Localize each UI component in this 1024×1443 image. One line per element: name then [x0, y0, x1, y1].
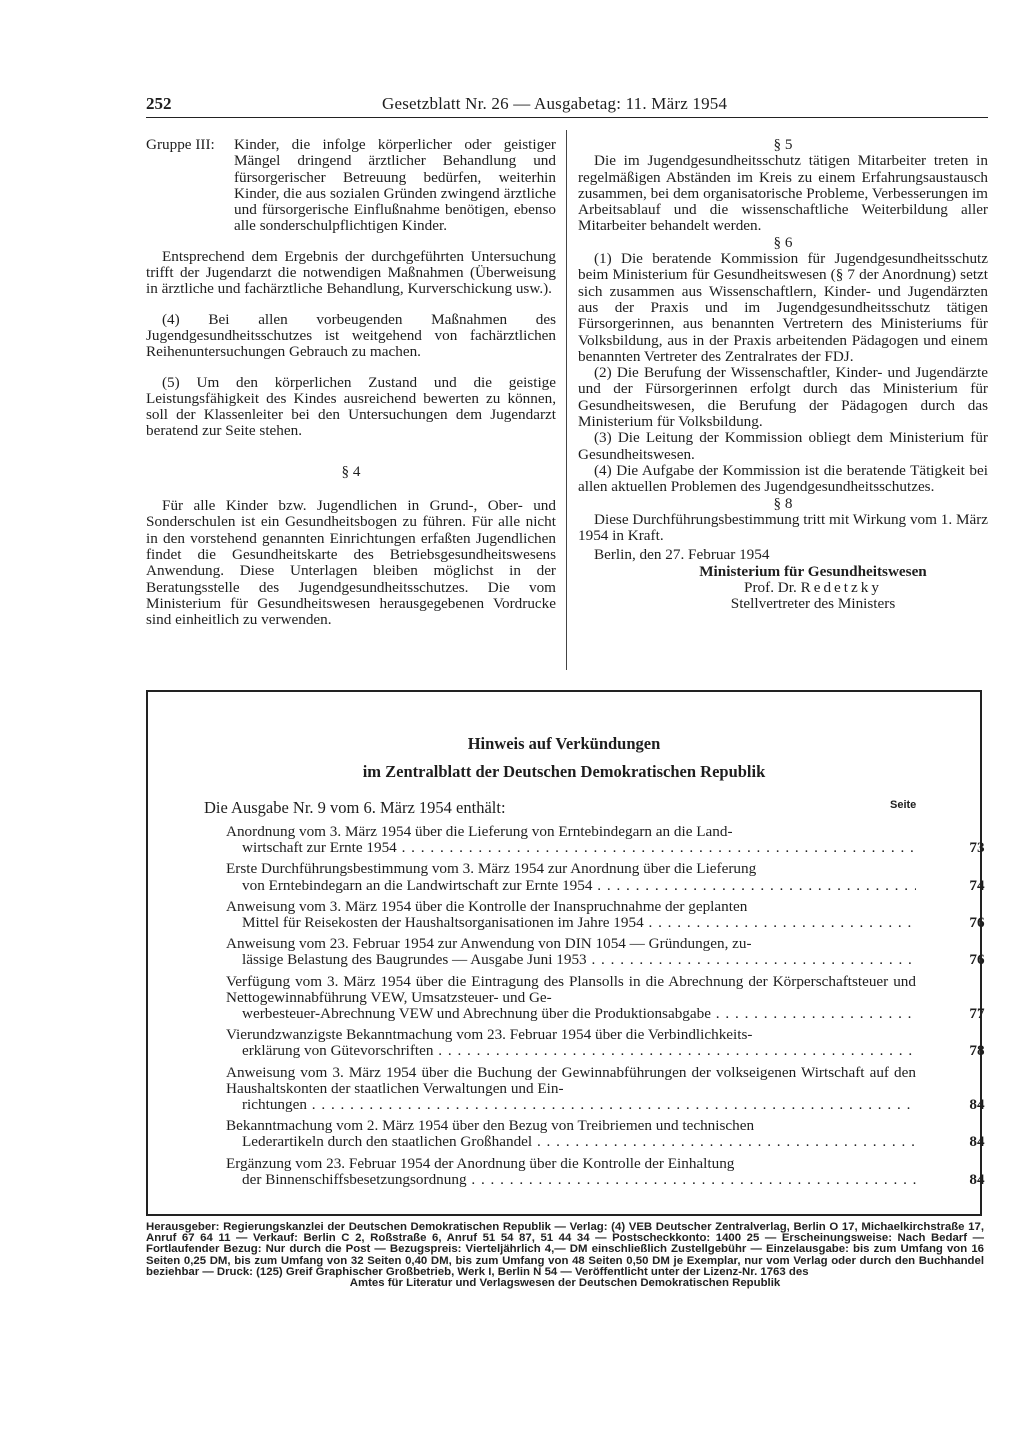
list-item-page: 76	[969, 914, 985, 932]
signature-role: Stellvertreter des Ministers	[730, 595, 896, 613]
notice-list	[226, 823, 985, 1193]
paragraph: (3) Die Leitung der Kommission obliegt dem Ministerium für Gesundheitswesen.	[578, 429, 988, 463]
list-item-text-cont: lässige Belastung des Baugrundes — Ausgabe Juni 1953 . . .	[226, 952, 916, 968]
list-item	[226, 1154, 985, 1188]
column-divider	[566, 130, 567, 670]
section-heading: § 8	[773, 494, 793, 512]
paragraph: Die im Jugendgesundheitsschutz tätigen Mitarbeiter treten in regelmäßigen Abständen im Kreis zu einem Erfahrungsaustausch zusammen, bei dem organisatorische Probleme, Verbesserungen im Arbeitsablauf und die wissenschaftliche Weiterbildung aller Mitarbeiter behandelt werden.	[578, 152, 988, 235]
imprint-text: Herausgeber: Regierungskanzlei der Deutschen Demokratischen Republik — Verlag: (4) VEB Deutscher Zentralverlag, Berlin O 17, Michaelkirchstraße 17, Anruf 67 64 11 — Verkauf: Berlin C 2, Roßstraße 6, Anruf 51 54 87, 51 44 34 — Postscheckkonto: 1400 25 — Erscheinungsweise: Nach Bedarf — Fortlaufender Bezug: Nur durch die Post — Bezugspreis: Vierteljährlich 4,— DM einschließlich Zustellgebühr — Einzelausgabe: bis zum Umfang von 16 Seiten 0,25 DM, bis zum Umfang von 32 Seiten 0,40 DM, bis zum Umfang von 48 Seiten 0,50 DM je Exemplar, nur vom Verlag oder durch den Buchhandel beziehbar — Druck: (125) Greif Graphischer Großbetrieb, Werk I, Berlin N 54 — Veröffentlicht unter der Lizenz-Nr. 1763 des	[146, 1221, 984, 1278]
section-heading: § 6	[773, 233, 793, 251]
list-item-text-cont: wirtschaft zur Ernte 1954 . . .	[226, 840, 916, 856]
left-column	[146, 137, 556, 628]
notice-box	[146, 690, 985, 1216]
header-rule	[146, 117, 988, 118]
section-heading: § 4	[341, 462, 361, 480]
notice-title: Hinweis auf Verkündungen	[467, 734, 661, 753]
imprint-last-line: Amtes für Literatur und Verlagswesen der Deutschen Demokratischen Republik	[349, 1277, 781, 1290]
list-item-page: 73	[969, 839, 985, 857]
notice-intro: Die Ausgabe Nr. 9 vom 6. März 1954 enthält:	[204, 798, 506, 817]
gruppe-iii-entry	[146, 137, 556, 235]
list-item-page: 84	[969, 1133, 985, 1151]
list-item-text: Anweisung vom 3. März 1954 über die Buchung der Gewinnabführungen der volkseigenen Wirtschaft auf den Haushaltskonten der staatlichen Verwaltungen und Ein-	[226, 1063, 916, 1097]
page-number: 252	[146, 94, 172, 113]
list-item-text: Anweisung vom 3. März 1954 über die Kontrolle der Inanspruchnahme der geplanten	[226, 897, 748, 915]
list-item-page: 84	[969, 1096, 985, 1114]
page-header-title: Gesetzblatt Nr. 26 — Ausgabetag: 11. März 1954	[382, 94, 728, 113]
paragraph: (1) Die beratende Kommission für Jugendgesundheitsschutz beim Ministerium für Gesundheitswesen (§ 7 der Anordnung) setzt sich zusammen aus Wissenschaftlern, Kinder- und Jugendärzten aus der Praxis und im Jugendgesundheitsschutz tätigen Fürsorgerinnen, aus benannten Vertretern des Ministeriums für Volksbildung, aus in der Praxis arbeitenden Pädagogen und einem benannten Vertreter des Zentralrates der FDJ.	[578, 250, 988, 365]
list-item	[226, 823, 985, 857]
list-item-page: 77	[969, 1005, 985, 1023]
list-item-text-cont: erklärung von Gütevorschriften . . .	[226, 1043, 916, 1059]
list-item-text-cont: richtungen . . .	[226, 1097, 916, 1113]
list-item-text-cont: der Binnenschiffsbesetzungsordnung . . .	[226, 1172, 916, 1188]
paragraph: (4) Die Aufgabe der Kommission ist die beratende Tätigkeit bei allen aktuellen Problemen des Jugendgesundheitsschutzes.	[578, 461, 988, 496]
page-column-header: Seite	[890, 799, 917, 811]
list-item	[226, 860, 985, 894]
list-item-text-cont: von Erntebindegarn an die Landwirtschaft zur Ernte 1954 . . .	[226, 878, 916, 894]
paragraph: Für alle Kinder bzw. Jugendlichen in Grund-, Ober- und Sonderschulen ist ein Gesundheitsbogen zu führen. Für alle nicht in den vorstehend genannten Einrichtungen erfaßten Jugendlichen findet die Gesundheitskarte des Betriebsgesundheitswesens Anwendung. Diese Unterlagen bleiben möglichst in der Beratungsstelle des Jugendgesundheitsschutzes. Die vom Ministerium für Gesundheitswesen herausgegebenen Vordrucke sind einheitlich zu verwenden.	[146, 497, 556, 629]
signature-name-line	[578, 580, 988, 596]
list-item-text: Anweisung vom 23. Februar 1954 zur Anwendung von DIN 1054 — Gründungen, zu-	[226, 935, 752, 953]
signature-title: Prof. Dr.	[744, 579, 797, 597]
list-item-text: Vierundzwanzigste Bekanntmachung vom 23. Februar 1954 über die Verbindlichkeits-	[226, 1026, 753, 1044]
list-item-page: 76	[969, 951, 985, 969]
list-item	[226, 1117, 985, 1151]
list-item	[226, 897, 985, 932]
notice-subtitle: im Zentralblatt der Deutschen Demokratischen Republik	[362, 762, 766, 781]
list-item-page: 84	[969, 1170, 985, 1188]
list-item	[226, 1063, 985, 1114]
list-item-text-cont: Mittel für Reisekosten der Haushaltsorganisationen im Jahre 1954 . . .	[226, 915, 916, 931]
list-item	[226, 935, 985, 969]
right-column	[578, 137, 988, 613]
list-item-text: Anordnung vom 3. März 1954 über die Lieferung von Erntebindegarn an die Land-	[226, 823, 733, 840]
section-heading: § 5	[773, 136, 793, 153]
list-item-text: Bekanntmachung vom 2. März 1954 über den Bezug von Treibriemen und technischen	[226, 1117, 755, 1135]
signature-name: Redetzky	[800, 579, 882, 597]
signature-place-date: Berlin, den 27. Februar 1954	[594, 546, 770, 564]
gruppe-label: Gruppe III:	[146, 136, 215, 153]
gruppe-text: Kinder, die infolge körperlicher oder geistiger Mängel dringend ärztlicher Behandlung und fürsorgerischer Betreuung bedürfen, weiterhin Kinder, die aus sozialen Gründen zwingend ärztliche und fürsorgerische Einflußnahme benötigen, ebenso alle sonderschulpflichtigen Kinder.	[234, 136, 556, 235]
list-item-text: Ergänzung vom 23. Februar 1954 der Anordnung über die Kontrolle der Einhaltung	[226, 1154, 735, 1172]
paragraph: Entsprechend dem Ergebnis der durchgeführten Untersuchung trifft der Jugendarzt die notwendigen Maßnahmen (Überweisung in ärztliche und fachärztliche Behandlung, Kurverschickung usw.).	[146, 247, 556, 298]
list-item-page: 78	[969, 1042, 985, 1060]
paragraph: (4) Bei allen vorbeugenden Maßnahmen des Jugendgesundheitsschutzes ist weitgehend von fachärztlichen Reihenuntersuchungen Gebrauch zu machen.	[146, 310, 556, 361]
paragraph: (2) Die Berufung der Wissenschaftler, Kinder- und Jugendärzte und der Fürsorgerinnen erfolgt durch das Ministerium für Gesundheitswesen, die Berufung der Pädagogen durch das Ministerium für Volksbildung.	[578, 364, 988, 431]
paragraph: (5) Um den körperlichen Zustand und die geistige Leistungsfähigkeit des Kindes ausreichend bewerten zu können, soll der Klassenleiter bei den Untersuchungen dem Jugendarzt beratend zur Seite stehen.	[146, 373, 556, 440]
list-item	[226, 972, 985, 1023]
list-item-page: 74	[969, 876, 985, 894]
signature-ministry: Ministerium für Gesundheitswesen	[699, 562, 927, 580]
list-item-text: Verfügung vom 3. März 1954 über die Eintragung des Plansolls in die Abrechnung der Körperschaftsteuer und Nettogewinnabführung VEW, Umsatzsteuer- und Ge-	[226, 972, 916, 1006]
list-item-text-cont: Lederartikeln durch den staatlichen Großhandel . . .	[226, 1134, 916, 1150]
list-item-text: Erste Durchführungsbestimmung vom 3. März 1954 zur Anordnung über die Lieferung	[226, 860, 757, 878]
imprint	[146, 1222, 984, 1289]
list-item-text-cont: werbesteuer-Abrechnung VEW und Abrechnung über die Produktionsabgabe . . .	[226, 1006, 916, 1022]
list-item	[226, 1026, 985, 1060]
paragraph: Diese Durchführungsbestimmung tritt mit Wirkung vom 1. März 1954 in Kraft.	[578, 510, 988, 545]
